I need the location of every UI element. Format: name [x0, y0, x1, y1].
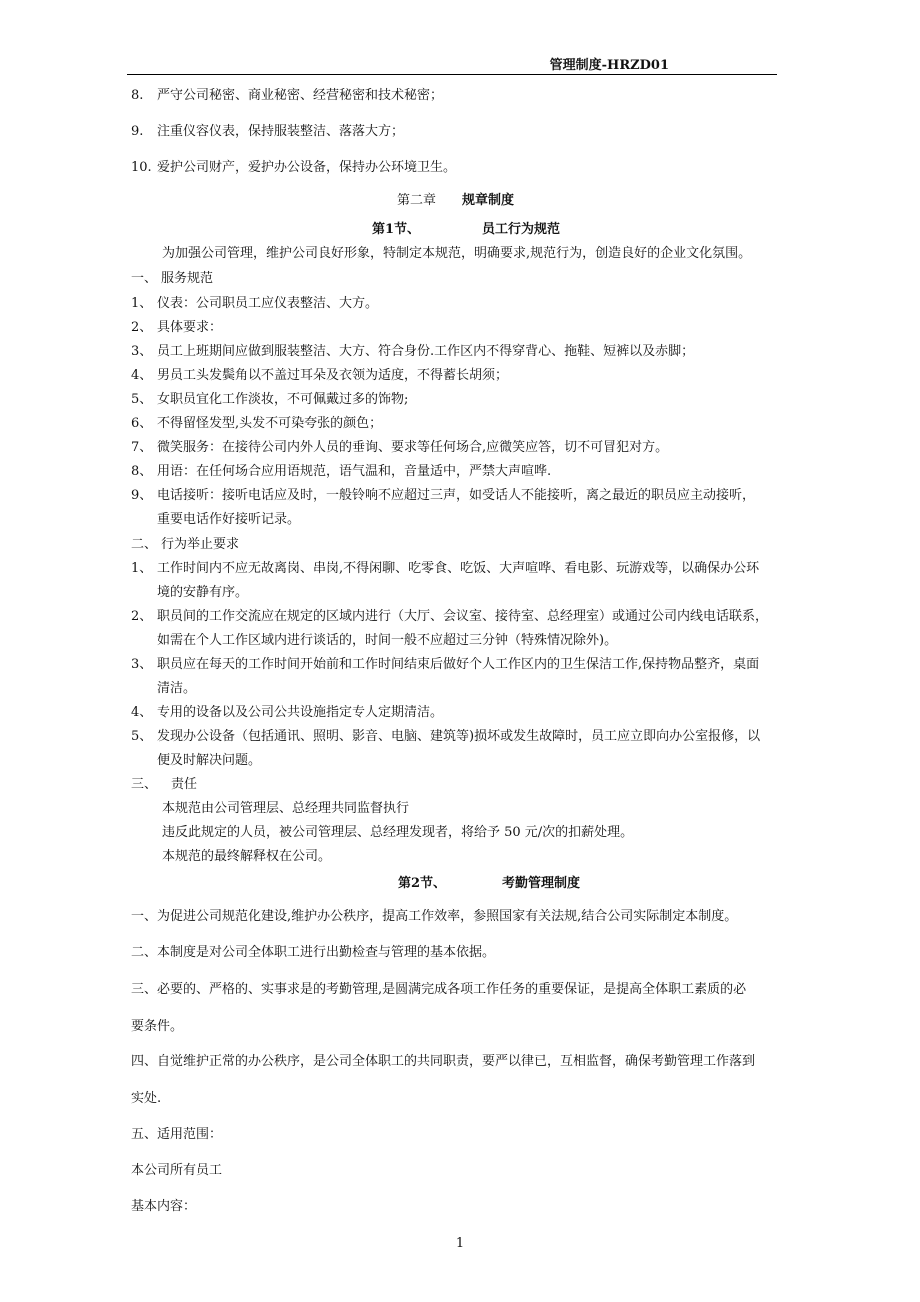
part-heading [131, 777, 197, 793]
part-number: 二、 [131, 537, 158, 552]
item-text: 职员间的工作交流应在规定的区域内进行（大厅、会议室、接待室、总经理室）或通过公司内线电话联系， [157, 609, 769, 624]
section-heading [372, 222, 560, 238]
list-item [131, 160, 456, 176]
part-heading [131, 537, 239, 553]
section-intro: 为加强公司管理，维护公司良好形象，特制定本规范，明确要求,规范行为，创造良好的企业文化氛围。 [162, 246, 752, 261]
section-heading [398, 876, 580, 892]
item-text: 发现办公设备（包括通讯、照明、影音、电脑、建筑等)损坏或发生故障时，员工应立即向办公室报修，以 [157, 729, 761, 744]
item-number: 3、 [131, 344, 153, 359]
part-title: 行为举止要求 [161, 537, 240, 552]
attendance-line: 要条件。 [131, 1019, 184, 1034]
list-item [131, 320, 222, 336]
attendance-line: 二、本制度是对公司全体职工进行出勤检查与管理的基本依据。 [131, 945, 496, 960]
item-text: 男员工头发鬓角以不盖过耳朵及衣领为适度，不得蓄长胡须； [157, 368, 509, 383]
item-number: 6、 [131, 416, 153, 431]
list-item [131, 705, 443, 721]
chapter-heading [397, 193, 514, 209]
item-text: 严守公司秘密、商业秘密、经营秘密和技术秘密； [157, 88, 444, 103]
item-text: 注重仪容仪表，保持服装整洁、落落大方； [157, 124, 405, 139]
item-text: 电话接听：接听电话应及时，一般铃响不应超过三声，如受话人不能接听，离之最近的职员应主动接听， [157, 488, 756, 503]
item-text: 员工上班期间应做到服装整洁、大方、符合身份.工作区内不得穿背心、拖鞋、短裤以及赤脚； [157, 344, 695, 359]
page-header [127, 52, 777, 75]
attendance-line: 基本内容： [131, 1199, 197, 1214]
item-text: 专用的设备以及公司公共设施指定专人定期清洁。 [157, 705, 444, 720]
item-text: 具体要求： [157, 320, 223, 335]
item-number: 8、 [131, 464, 153, 479]
item-text: 仪表：公司职员工应仪表整洁、大方。 [157, 296, 379, 311]
list-item [131, 488, 755, 504]
attendance-line: 五、适用范围： [131, 1127, 223, 1142]
part-heading [131, 271, 213, 287]
item-number: 1、 [131, 561, 153, 576]
item-number: 7、 [131, 440, 153, 455]
list-item [131, 368, 508, 384]
attendance-line: 四、自觉维护正常的办公秩序，是公司全体职工的共同职责，要严以律已，互相监督，确保考勤管理工作落到 [131, 1054, 756, 1069]
list-item [131, 124, 404, 140]
item-number: 4、 [131, 705, 153, 720]
item-continuation: 境的安静有序。 [157, 585, 249, 600]
section-label: 第1节、 [372, 222, 421, 237]
section-title: 考勤管理制度 [502, 876, 581, 891]
item-text: 职员应在每天的工作时间开始前和工作时间结束后做好个人工作区内的卫生保洁工作,保持物品整齐，桌面 [157, 657, 760, 672]
item-number: 8. [131, 88, 144, 103]
list-item [131, 729, 760, 745]
item-number: 4、 [131, 368, 153, 383]
item-number: 1、 [131, 296, 153, 311]
item-number: 9. [131, 124, 144, 139]
item-text: 工作时间内不应无故离岗、串岗,不得闲聊、吃零食、吃饭、大声喧哗、看电影、玩游戏等，以确保办公环 [157, 561, 760, 576]
responsibility-line: 违反此规定的人员，被公司管理层、总经理发现者，将给予 50 元/次的扣薪处理。 [162, 825, 634, 840]
list-item [131, 344, 694, 360]
item-number: 2、 [131, 609, 153, 624]
responsibility-line: 本规范的最终解释权在公司。 [162, 849, 332, 864]
item-text: 女职员宜化工作淡妆，不可佩戴过多的饰物; [157, 392, 409, 407]
item-text: 不得留怪发型,头发不可染夸张的颜色； [157, 416, 383, 431]
item-continuation: 如需在个人工作区域内进行谈话的，时间一般不应超过三分钟（特殊情况除外)。 [157, 633, 618, 648]
chapter-title: 规章制度 [462, 193, 515, 208]
list-item [131, 392, 408, 408]
list-item [131, 561, 759, 577]
item-continuation: 便及时解决问题。 [157, 753, 262, 768]
list-item [131, 464, 551, 480]
chapter-label: 第二章 [397, 193, 437, 208]
attendance-line: 一、为促进公司规范化建设,维护办公秩序，提高工作效率，参照国家有关法规,结合公司实际制定本制度。 [131, 909, 738, 924]
list-item [131, 88, 443, 104]
item-number: 2、 [131, 320, 153, 335]
item-number: 3、 [131, 657, 153, 672]
item-number: 10. [131, 160, 152, 175]
item-number: 5、 [131, 392, 153, 407]
part-number: 三、 [131, 777, 158, 792]
list-item [131, 440, 668, 456]
item-text: 用语：在任何场合应用语规范，语气温和，音量适中，严禁大声喧哗. [157, 464, 552, 479]
item-number: 9、 [131, 488, 153, 503]
attendance-line: 实处. [131, 1091, 162, 1106]
item-text: 爱护公司财产，爱护办公设备，保持办公环境卫生。 [157, 160, 457, 175]
header-title: 管理制度-HRZD01 [549, 58, 669, 73]
list-item [131, 657, 759, 673]
attendance-line: 本公司所有员工 [131, 1163, 223, 1178]
list-item [131, 416, 382, 432]
item-continuation: 重要电话作好接听记录。 [157, 512, 301, 527]
part-title: 服务规范 [161, 271, 214, 286]
section-title: 员工行为规范 [482, 222, 561, 237]
part-title: 责任 [171, 777, 198, 792]
attendance-line: 三、必要的、严格的、实事求是的考勤管理,是圆满完成各项工作任务的重要保证，是提高全体职工素质的必 [131, 982, 747, 997]
list-item [131, 296, 378, 312]
item-number: 5、 [131, 729, 153, 744]
part-number: 一、 [131, 271, 158, 286]
item-text: 微笑服务：在接待公司内外人员的垂询、要求等任何场合,应微笑应答，切不可冒犯对方。 [157, 440, 669, 455]
responsibility-line: 本规范由公司管理层、总经理共同监督执行 [162, 801, 410, 816]
section-label: 第2节、 [398, 876, 447, 891]
item-continuation: 清洁。 [157, 681, 197, 696]
page-number: 1 [455, 1236, 465, 1251]
list-item [131, 609, 768, 625]
